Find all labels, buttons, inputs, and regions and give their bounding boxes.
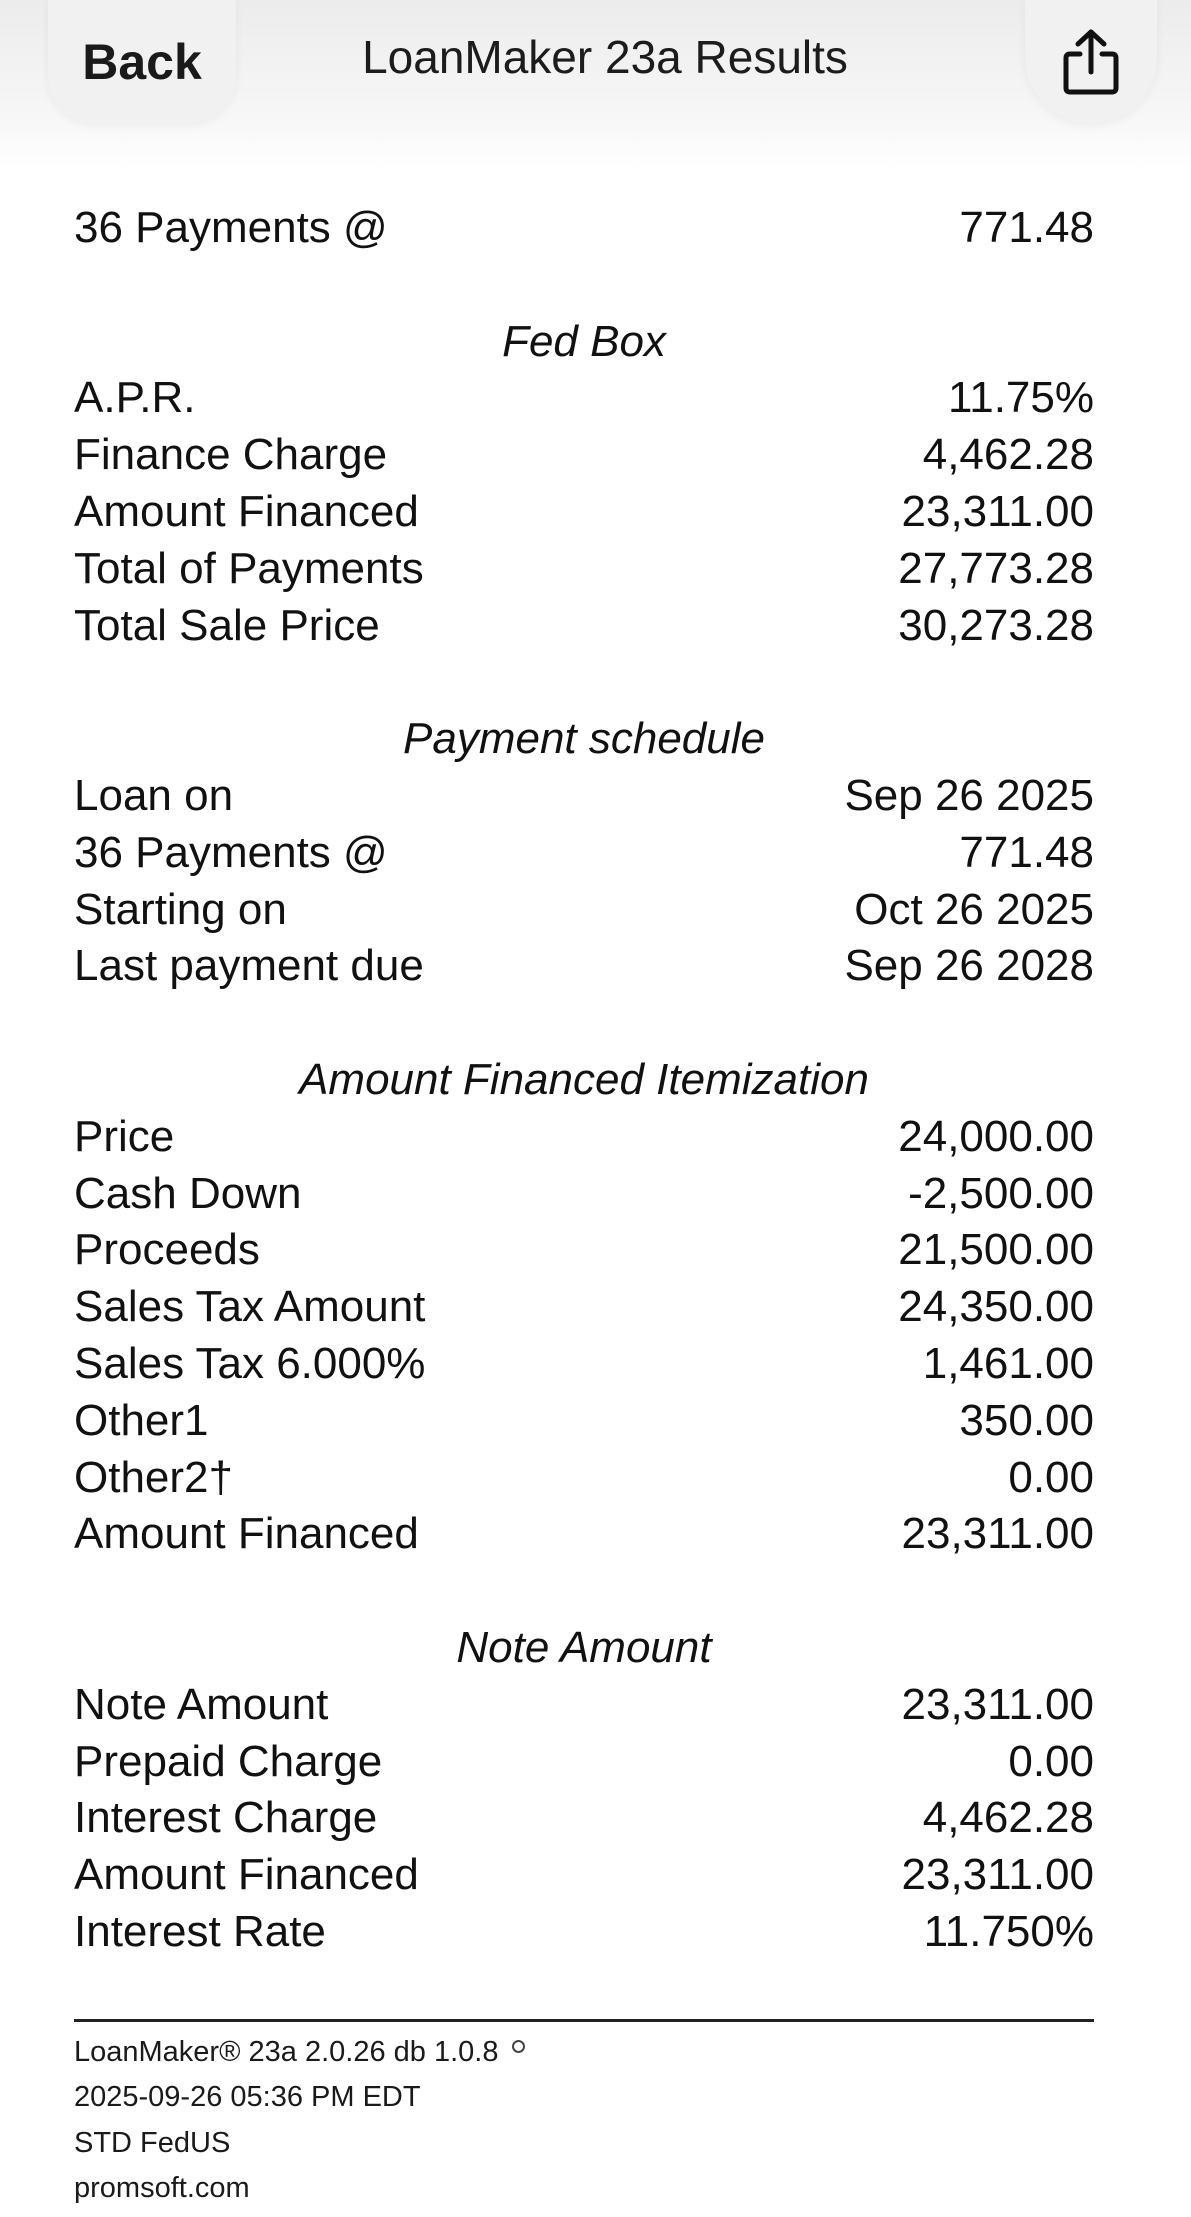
result-row: [74, 1109, 1094, 1166]
result-row: [74, 427, 1094, 484]
result-row: [74, 1393, 1094, 1450]
row-label: 36 Payments @: [74, 203, 388, 252]
row-label: Amount Financed: [74, 1850, 419, 1900]
result-row: [74, 825, 1094, 882]
result-row: [74, 1336, 1094, 1393]
row-label: Total of Payments: [74, 543, 424, 593]
navigation-bar: [0, 0, 1191, 168]
row-value: 23,311.00: [901, 1509, 1094, 1559]
row-value: 21,500.00: [898, 1225, 1094, 1275]
row-label: Sales Tax Amount: [74, 1282, 426, 1332]
result-row: [74, 938, 1094, 995]
row-value: 24,350.00: [898, 1282, 1094, 1332]
result-row: [74, 1790, 1094, 1847]
row-value: 0.00: [1008, 1452, 1094, 1502]
row-value: 24,000.00: [898, 1111, 1094, 1161]
row-value: Oct 26 2025: [854, 884, 1094, 934]
result-row: [74, 541, 1094, 598]
result-row: [74, 598, 1094, 655]
website-line: promsoft.com: [74, 2172, 250, 2205]
row-value: Sep 26 2025: [844, 770, 1094, 820]
sections-container: [74, 314, 1094, 1961]
page-title: LoanMaker 23a Results: [362, 31, 848, 83]
result-row: [74, 1222, 1094, 1279]
row-value: 11.75%: [948, 373, 1094, 423]
result-row: [74, 484, 1094, 541]
result-row: [74, 1166, 1094, 1223]
row-label: Price: [74, 1111, 175, 1161]
result-row: [74, 370, 1094, 427]
row-label: Starting on: [74, 884, 287, 934]
row-value: 23,311.00: [901, 1679, 1094, 1729]
row-label: Note Amount: [74, 1679, 329, 1729]
row-value: 350.00: [959, 1395, 1094, 1445]
row-value: 11.750%: [923, 1906, 1094, 1956]
row-label: Amount Financed: [74, 1509, 419, 1559]
section-title: Note Amount: [456, 1622, 712, 1672]
row-label: Prepaid Charge: [74, 1736, 383, 1786]
share-button[interactable]: [1025, 0, 1157, 124]
result-row: [74, 768, 1094, 825]
row-value: 771.48: [959, 203, 1094, 252]
row-label: Interest Charge: [74, 1793, 378, 1843]
section-title: Payment schedule: [403, 714, 765, 764]
row-label: Last payment due: [74, 941, 424, 991]
row-label: Total Sale Price: [74, 600, 380, 650]
row-label: Sales Tax 6.000%: [74, 1338, 426, 1388]
row-label: Interest Rate: [74, 1906, 326, 1956]
row-label: 36 Payments @: [74, 827, 388, 877]
section-title: Amount Financed Itemization: [299, 1054, 869, 1104]
footer-divider: [74, 2019, 1094, 2022]
row-value: -2,500.00: [908, 1168, 1094, 1218]
status-dot-icon: [512, 2040, 525, 2053]
row-value: 1,461.00: [922, 1338, 1094, 1388]
mode-line: STD FedUS: [74, 2126, 231, 2159]
row-value: 4,462.28: [922, 430, 1094, 480]
result-row: [74, 1450, 1094, 1507]
footer-info: [74, 2030, 1094, 2212]
row-label: Amount Financed: [74, 486, 419, 536]
version-line: LoanMaker® 23a 2.0.26 db 1.0.8: [74, 2030, 1094, 2076]
row-label: Loan on: [74, 770, 234, 820]
result-row: [74, 882, 1094, 939]
row-value: 771.48: [959, 827, 1094, 877]
row-label: A.P.R.: [74, 373, 196, 423]
row-value: 4,462.28: [922, 1793, 1094, 1843]
results-content: [74, 200, 1094, 2212]
row-value: 30,273.28: [898, 600, 1094, 650]
row-label: Other2†: [74, 1452, 233, 1502]
result-row: [74, 1279, 1094, 1336]
timestamp-line: 2025-09-26 05:36 PM EDT: [74, 2081, 421, 2114]
row-label: Proceeds: [74, 1225, 260, 1275]
share-icon: [1060, 28, 1122, 96]
row-value: 23,311.00: [901, 1850, 1094, 1900]
section-title: Fed Box: [502, 316, 666, 366]
row-value: 27,773.28: [898, 543, 1094, 593]
row-label: Finance Charge: [74, 430, 388, 480]
result-row: [74, 1847, 1094, 1904]
row-label: Cash Down: [74, 1168, 302, 1218]
result-row: [74, 1734, 1094, 1791]
back-button[interactable]: Back: [48, 0, 236, 124]
row-value: 0.00: [1008, 1736, 1094, 1786]
row-value: 23,311.00: [901, 486, 1094, 536]
result-row: [74, 1677, 1094, 1734]
result-row: [74, 1904, 1094, 1961]
summary-row: [74, 200, 1094, 257]
result-row: [74, 1506, 1094, 1563]
row-label: Other1: [74, 1395, 209, 1445]
row-value: Sep 26 2028: [844, 941, 1094, 991]
